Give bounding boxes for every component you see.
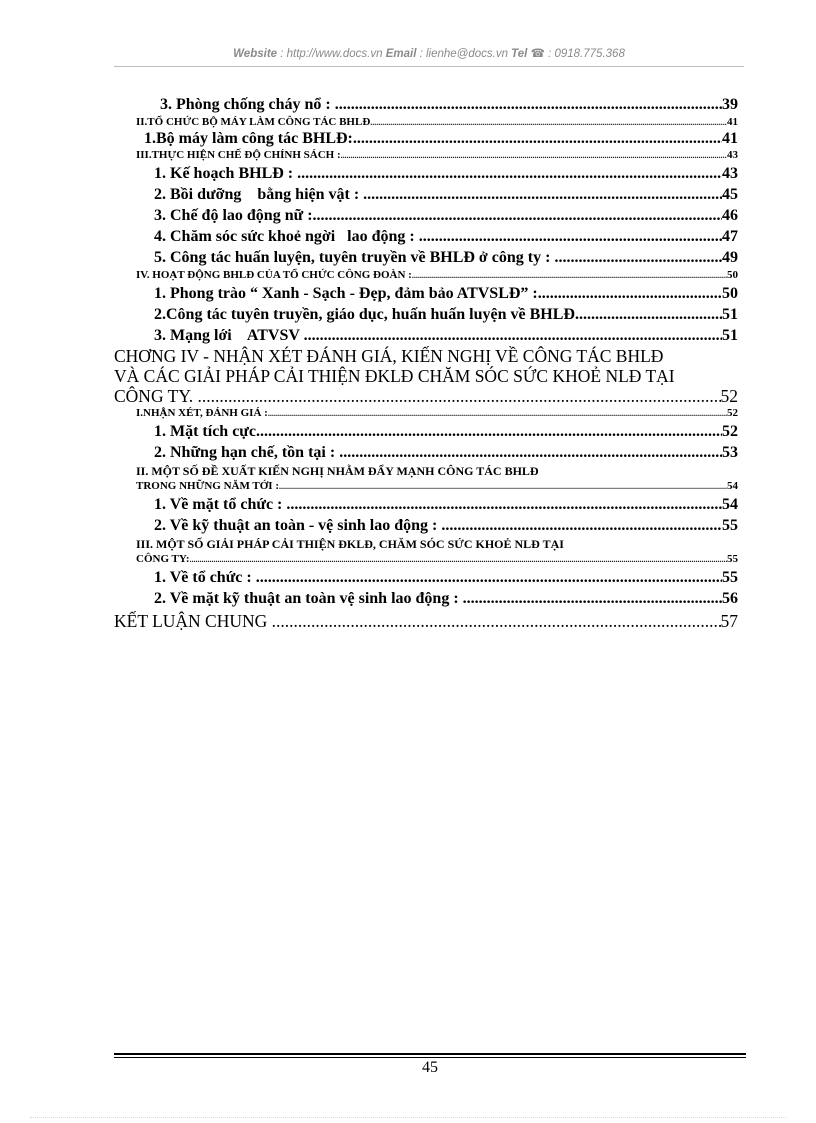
toc-entry-page: 51 [722, 327, 738, 344]
toc-entry-page: 55 [722, 517, 738, 534]
page-number: 45 [422, 1059, 438, 1076]
toc-entry-page: 50 [722, 285, 738, 302]
toc-entry-text: 2. Bồi dưỡng bằng hiện vật : [154, 186, 364, 203]
toc-entry-text: 4. Chăm sóc sức khoẻ ngời lao động : [154, 228, 419, 245]
toc-entry-page: 56 [722, 590, 738, 607]
toc-entry-text: TRONG NHỮNG NĂM TỚI : [136, 480, 279, 492]
toc-entry-text: 1. Về tổ chức : [154, 569, 256, 586]
toc-entry-text: 1. Kế hoạch BHLĐ : [154, 165, 298, 182]
toc-entry-text: 5. Công tác huấn luyện, tuyên truyền về BHLĐ ở công ty : [154, 249, 555, 266]
toc-entry-page: 52 [722, 423, 738, 440]
dot-leader [335, 94, 722, 115]
toc-entry-page: 49 [722, 249, 738, 266]
dot-leader [554, 247, 722, 268]
dot-leader [441, 515, 722, 536]
toc-entry-text: 3. Phòng chống cháy nổ : [160, 96, 335, 113]
toc-entry-page: 45 [722, 186, 738, 203]
toc-entry-page: 55 [727, 553, 738, 565]
dot-leader [190, 553, 728, 567]
toc-entry-page: 52 [720, 386, 738, 406]
toc-entry-text: I.NHẬN XÉT, ĐÁNH GIÁ : [136, 407, 268, 419]
table-of-contents [114, 94, 738, 631]
toc-entry-page: 53 [722, 444, 738, 461]
dot-leader [256, 567, 722, 588]
toc-entry-page: 50 [727, 269, 738, 281]
toc-entry-text: 3. Chế độ lao động nữ : [154, 207, 313, 224]
dot-leader [313, 205, 722, 226]
dot-leader [339, 442, 722, 463]
toc-entry-page: 52 [727, 407, 738, 419]
toc-entry[interactable] [114, 226, 738, 247]
toc-entry-page: 57 [720, 611, 738, 631]
toc-entry-text: 1. Về mặt tổ chức : [154, 496, 287, 513]
toc-entry-page: 41 [722, 130, 738, 147]
toc-entry[interactable] [114, 205, 738, 226]
dot-leader [272, 611, 721, 631]
toc-entry[interactable] [114, 479, 738, 494]
toc-entry[interactable] [114, 421, 738, 442]
toc-entry[interactable] [114, 325, 738, 346]
toc-entry[interactable] [114, 94, 738, 115]
toc-entry-page: 47 [722, 228, 738, 245]
dot-leader [575, 304, 722, 325]
toc-entry-page: 55 [722, 569, 738, 586]
dot-leader [419, 226, 722, 247]
dot-leader [197, 386, 720, 406]
toc-entry[interactable] [114, 163, 738, 184]
dot-leader [304, 325, 722, 346]
toc-entry[interactable] [114, 386, 738, 406]
dot-leader [538, 283, 722, 304]
toc-entry[interactable] [114, 268, 738, 283]
toc-entry[interactable] [114, 611, 738, 631]
footer-rule [114, 1057, 746, 1058]
toc-entry[interactable] [114, 115, 738, 130]
toc-entry[interactable] [114, 184, 738, 205]
toc-entry[interactable] [114, 567, 738, 588]
toc-entry-text: 1. Mặt tích cực [154, 423, 257, 440]
toc-entry-text: 2. Những hạn chế, tồn tại : [154, 444, 340, 461]
toc-entry[interactable] [114, 494, 738, 515]
toc-entry-text: 2.Công tác tuyên truyền, giáo dục, huấn huấn luyện về BHLĐ [154, 306, 575, 323]
phone-icon: ☎ [527, 48, 545, 60]
toc-entry[interactable] [114, 304, 738, 325]
toc-entry-text: KẾT LUẬN CHUNG [114, 611, 272, 631]
toc-entry[interactable] [114, 283, 738, 304]
dot-leader [363, 184, 722, 205]
dot-leader [256, 421, 722, 442]
email-value: : lienhe@docs.vn [416, 48, 512, 60]
toc-entry-page: 39 [722, 96, 738, 113]
toc-entry-text: IV. HOẠT ĐỘNG BHLĐ CỦA TỔ CHỨC CÔNG ĐOÀN : [136, 269, 412, 281]
page-bottom-border [30, 1117, 786, 1118]
toc-chapter-line: CHƠNG IV - NHẬN XÉT ĐÁNH GIÁ, KIẾN NGHỊ VỀ CÔNG TÁC BHLĐ [114, 346, 664, 366]
dot-leader [412, 269, 727, 283]
dot-leader [297, 163, 722, 184]
dot-leader [353, 130, 722, 148]
toc-section-line: II. MỘT SỐ ĐỀ XUẤT KIẾN NGHỊ NHẰM ĐẨY MẠNH CÔNG TÁC BHLĐ [136, 464, 539, 478]
toc-entry[interactable] [114, 148, 738, 163]
toc-entry-page: 41 [727, 116, 738, 128]
toc-entry-page: 54 [722, 496, 738, 513]
toc-entry-text: 3. Mạng lới ATVSV [154, 327, 304, 344]
toc-entry-page: 54 [727, 480, 738, 492]
toc-entry-page: 51 [722, 306, 738, 323]
toc-entry[interactable] [114, 406, 738, 421]
toc-entry[interactable] [114, 247, 738, 268]
email-label: Email [385, 48, 417, 60]
toc-section-line: III. MỘT SỐ GIẢI PHÁP CẢI THIỆN ĐKLĐ, CHĂM SÓC SỨC KHOẺ NLĐ TẠI [136, 537, 564, 551]
toc-entry-text: 1. Phong trào “ Xanh - Sạch - Đẹp, đảm bảo ATVSLĐ” : [154, 285, 538, 302]
tel-value: : 0918.775.368 [544, 48, 625, 60]
toc-entry[interactable] [114, 588, 738, 609]
footer-rule [114, 1053, 746, 1055]
tel-label: Tel [511, 48, 528, 60]
dot-leader [268, 407, 727, 421]
website-label: Website [233, 48, 278, 60]
dot-leader [286, 494, 722, 515]
toc-entry[interactable] [114, 442, 738, 463]
website-value: : http://www.docs.vn [277, 48, 386, 60]
toc-entry[interactable] [114, 552, 738, 567]
toc-entry-text: III.THỰC HIỆN CHẾ ĐỘ CHÍNH SÁCH : [136, 149, 341, 161]
toc-entry-text: 2. Về kỹ thuật an toàn - vệ sinh lao động : [154, 517, 442, 534]
toc-entry-page: 43 [727, 149, 738, 161]
toc-entry-text: CÔNG TY: [136, 553, 190, 565]
toc-entry-text: 2. Về mặt kỹ thuật an toàn vệ sinh lao động : [154, 590, 463, 607]
toc-entry-text: II.TỔ CHỨC BỘ MÁY LÀM CÔNG TÁC BHLĐ [136, 116, 371, 128]
toc-entry[interactable] [114, 130, 738, 148]
toc-chapter-line: VÀ CÁC GIẢI PHÁP CẢI THIỆN ĐKLĐ CHĂM SÓC SỨC KHOẺ NLĐ TẠI [114, 366, 675, 386]
toc-entry[interactable] [114, 515, 738, 536]
dot-leader [463, 588, 722, 609]
toc-entry-page: 46 [722, 207, 738, 224]
header-rule [114, 66, 744, 67]
page-header [114, 46, 744, 60]
dot-leader [279, 480, 727, 494]
dot-leader [341, 149, 727, 163]
toc-entry-page: 43 [722, 165, 738, 182]
dot-leader [370, 116, 727, 130]
toc-entry-text: CÔNG TY. [114, 386, 198, 406]
toc-entry-text: 1.Bộ máy làm công tác BHLĐ: [144, 130, 353, 147]
